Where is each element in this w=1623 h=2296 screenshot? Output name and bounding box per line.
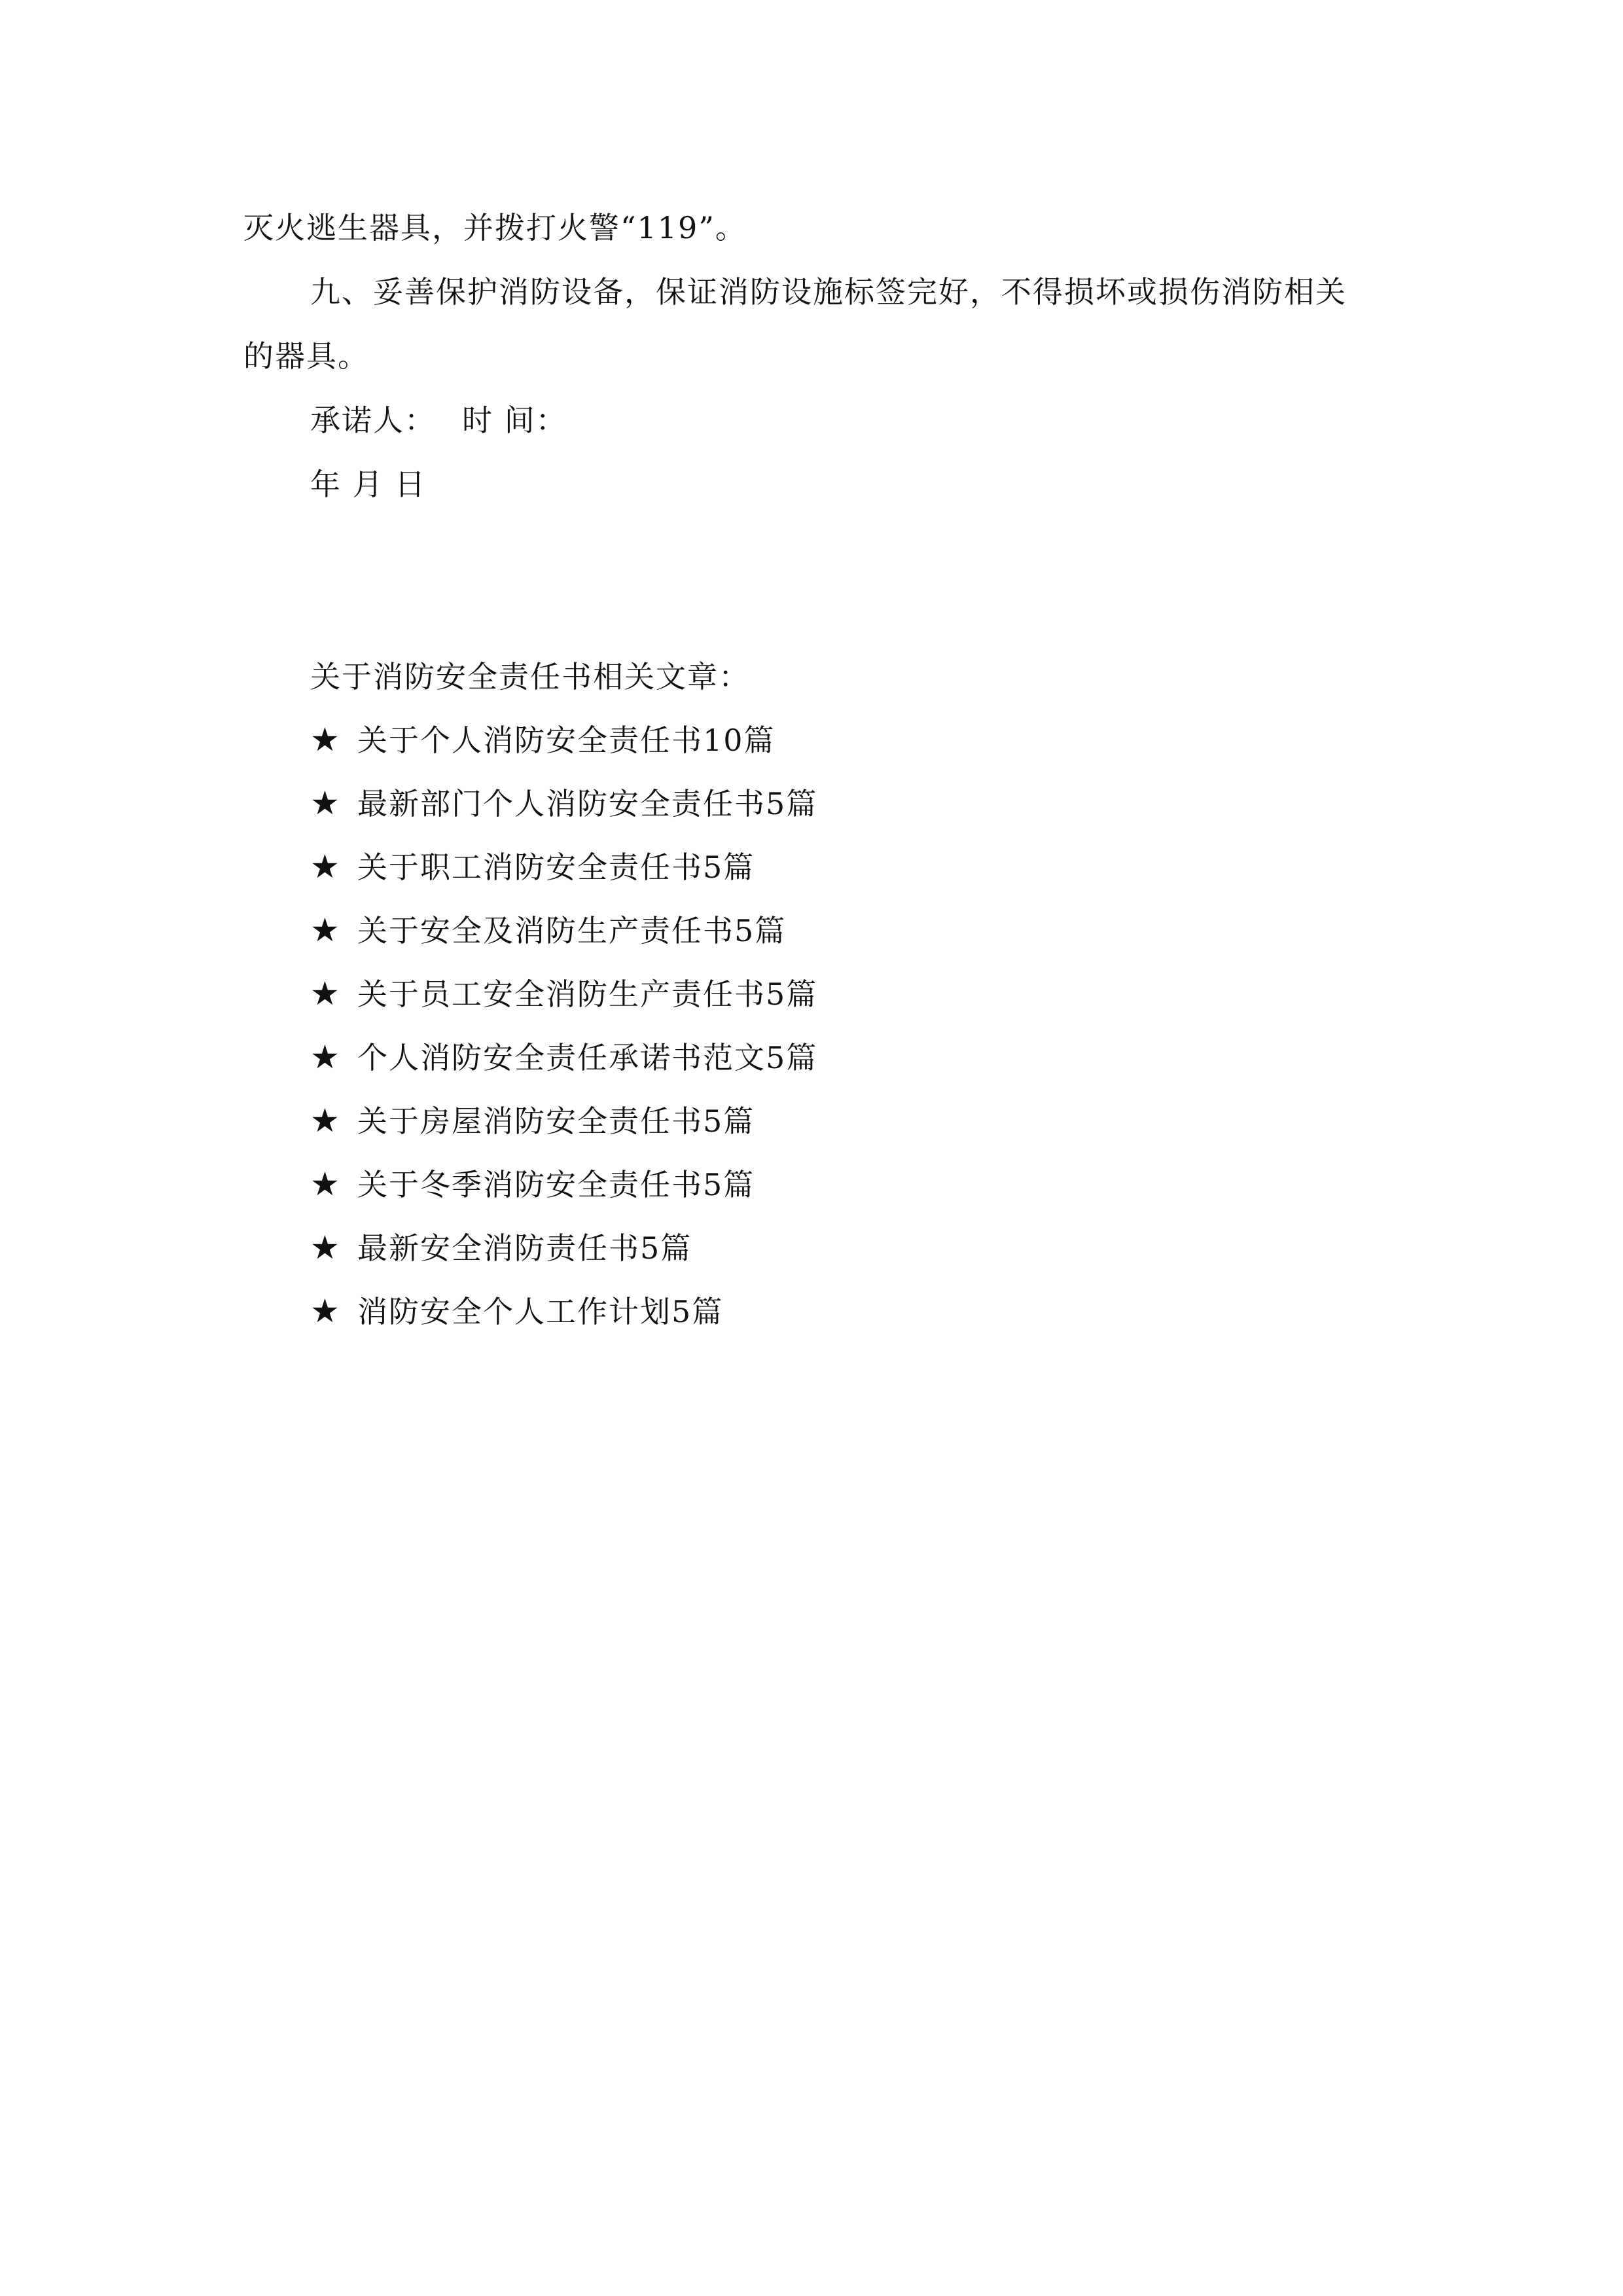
related-item-label: 关于职工消防安全责任书5篇: [357, 850, 755, 885]
related-item-label: 关于个人消防安全责任书10篇: [357, 723, 776, 758]
star-icon: ★: [310, 1229, 341, 1266]
related-item-label: 关于安全及消防生产责任书5篇: [357, 913, 787, 948]
related-item[interactable]: [310, 974, 817, 1014]
star-icon: ★: [310, 975, 341, 1013]
related-heading: 关于消防安全责任书相关文章：: [310, 659, 750, 694]
star-icon: ★: [310, 1038, 341, 1076]
star-icon: ★: [310, 1102, 341, 1139]
related-item-label: 最新安全消防责任书5篇: [357, 1230, 692, 1266]
star-icon: ★: [310, 911, 341, 949]
related-item-label: 个人消防安全责任承诺书范文5篇: [357, 1040, 818, 1075]
paragraph-nine-line-2: 的器具。: [243, 338, 369, 374]
promisor-label: 承诺人：: [310, 403, 436, 438]
related-item[interactable]: [310, 1037, 817, 1077]
time-label: 时 间：: [462, 403, 567, 438]
star-icon: ★: [310, 784, 341, 822]
star-icon: ★: [310, 848, 341, 886]
related-item[interactable]: [310, 783, 817, 823]
signature-line: [310, 401, 567, 440]
related-item[interactable]: [310, 1164, 755, 1204]
related-item-label: 最新部门个人消防安全责任书5篇: [357, 786, 818, 821]
paragraph-continuation: 灭火逃生器具，并拨打火警“119”。: [243, 210, 747, 245]
related-item[interactable]: [310, 1101, 755, 1141]
related-item[interactable]: [310, 1291, 723, 1331]
date-line: 年 月 日: [310, 467, 427, 502]
related-item[interactable]: [310, 1228, 692, 1268]
paragraph-nine-line-1: 九、妥善保护消防设备，保证消防设施标签完好，不得损坏或损伤消防相关: [310, 274, 1347, 310]
star-icon: ★: [310, 721, 341, 759]
related-item[interactable]: [310, 910, 786, 950]
star-icon: ★: [310, 1292, 341, 1330]
related-item[interactable]: [310, 720, 776, 760]
related-item-label: 关于员工安全消防生产责任书5篇: [357, 977, 818, 1012]
related-item-label: 关于冬季消防安全责任书5篇: [357, 1167, 755, 1202]
star-icon: ★: [310, 1165, 341, 1203]
related-item-label: 关于房屋消防安全责任书5篇: [357, 1103, 755, 1139]
related-item[interactable]: [310, 847, 755, 887]
related-item-label: 消防安全个人工作计划5篇: [357, 1294, 724, 1329]
